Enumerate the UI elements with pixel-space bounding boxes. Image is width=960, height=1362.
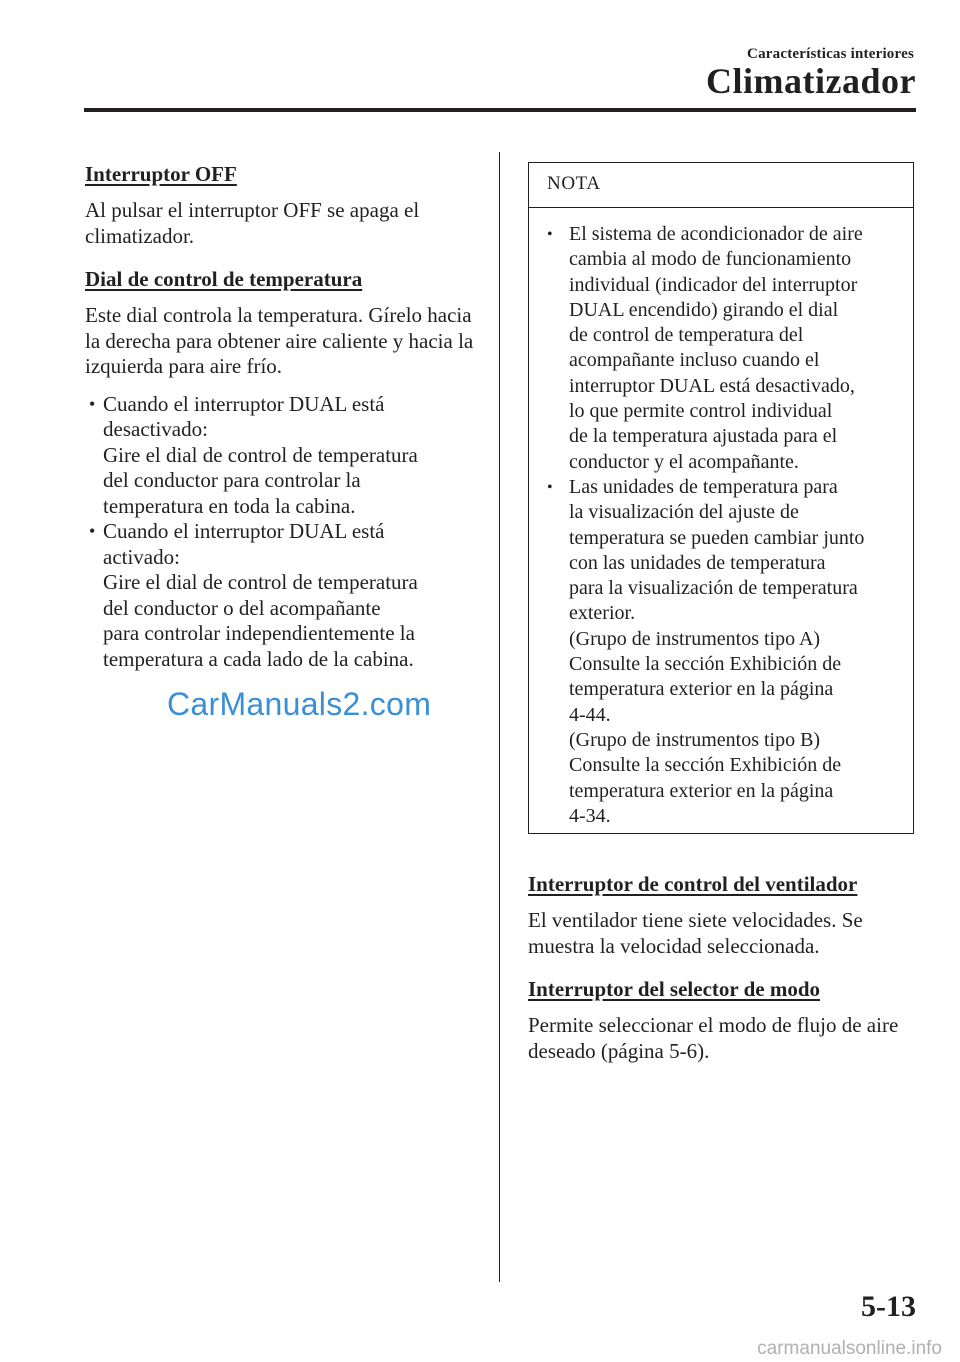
- temp-dial-title: Dial de control de temperatura: [85, 267, 363, 291]
- list-item-text: Cuando el interruptor DUAL está desactivado: Gire el dial de control de temperatura del conductor para controlar la temperatura en toda la cabina.: [103, 391, 418, 518]
- off-switch-text: Al pulsar el interruptor OFF se apaga el climatizador.: [85, 198, 420, 248]
- fan-switch-title: Interruptor de control del ventilador: [528, 872, 858, 896]
- page-title: Climatizador: [706, 61, 916, 101]
- note-box: [528, 162, 914, 834]
- column-divider: [499, 152, 500, 1282]
- note-item-text: El sistema de acondicionador de aire cambia al modo de funcionamiento individual (indicador del interruptor DUAL encendido) girando el dial de control de temperatura del acompañante incluso cuando el interruptor DUAL está desactivado, lo que permite control individual de la temperatura ajustada para el conductor y el acompañante.: [569, 223, 863, 473]
- bullet-icon: •: [89, 521, 96, 541]
- footer-site: carmanualsonline.info: [757, 1338, 942, 1359]
- note-list: [529, 208, 913, 829]
- mode-switch-text: Permite seleccionar el modo de flujo de aire deseado (página 5-6).: [528, 1013, 899, 1063]
- list-item: [85, 519, 480, 672]
- left-column: [85, 158, 480, 672]
- temp-dial-text: Este dial controla la temperatura. Gírelo hacia la derecha para obtener aire caliente y hacia la izquierda para aire frío.: [85, 303, 474, 378]
- note-item: [545, 222, 903, 475]
- temp-dial-bullets: [85, 392, 480, 673]
- right-column: [528, 868, 916, 1072]
- header-rule: [84, 108, 916, 112]
- mode-switch-title: Interruptor del selector de modo: [528, 977, 821, 1001]
- fan-switch-text: El ventilador tiene siete velocidades. Se muestra la velocidad seleccionada.: [528, 908, 863, 958]
- off-switch-title: Interruptor OFF: [85, 162, 237, 186]
- bullet-icon: •: [547, 478, 553, 496]
- header-subtitle: Características interiores: [747, 46, 914, 62]
- list-item-text: Cuando el interruptor DUAL está activado: Gire el dial de control de temperatura del conductor o del acompañante para controlar independientemente la temperatura a cada lado de la cabina.: [103, 519, 418, 671]
- list-item: [85, 392, 480, 520]
- bullet-icon: •: [89, 393, 96, 414]
- note-heading: NOTA: [529, 163, 913, 208]
- watermark-logo: CarManuals2.com: [167, 686, 432, 722]
- note-item-text: Las unidades de temperatura para la visualización del ajuste de temperatura se pueden cambiar junto con las unidades de temperatura para la visualización de temperatura exterior. (Grupo de instrumentos tipo A) Consulte la sección Exhibición de temperatura exterior en la página 4-44. (Grupo de instrumentos tipo B) Consulte la sección Exhibición de temperatura exterior en la página 4-34.: [569, 475, 865, 827]
- page-number: 5-13: [861, 1290, 916, 1323]
- bullet-icon: •: [547, 226, 553, 243]
- note-item: [545, 475, 903, 829]
